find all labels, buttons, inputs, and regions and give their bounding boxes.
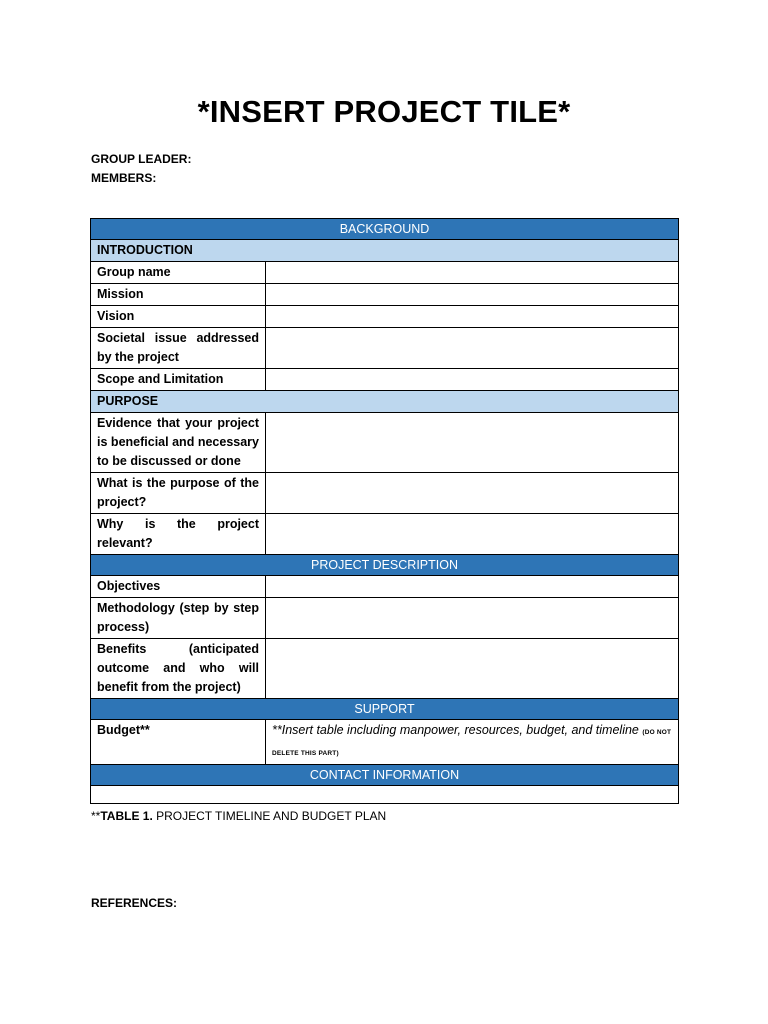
table-row [91,369,679,391]
row-label-methodology: Methodology (step by step process) [91,598,266,639]
group-name-field[interactable] [266,262,679,284]
row-label-evidence: Evidence that your project is beneficial and necessary to be discussed or done [91,413,266,473]
project-description-header: PROJECT DESCRIPTION [91,555,679,576]
mission-field[interactable] [266,284,679,306]
row-label-vision: Vision [91,306,266,328]
purpose-header: PURPOSE [91,391,679,413]
page-title: *INSERT PROJECT TILE* [197,94,571,129]
methodology-field[interactable] [266,598,679,639]
contact-field[interactable] [91,786,679,804]
caption-prefix: ** [91,809,101,823]
table-row [91,262,679,284]
support-header: SUPPORT [91,699,679,720]
table-row [91,514,679,555]
row-label-mission: Mission [91,284,266,306]
table-row [91,413,679,473]
benefits-field[interactable] [266,639,679,699]
budget-field[interactable] [266,720,679,765]
table-row [91,306,679,328]
caption-bold: TABLE 1. [100,809,153,823]
members-label: MEMBERS: [91,171,157,185]
table-caption [91,809,386,823]
row-label-objectives: Objectives [91,576,266,598]
background-header: BACKGROUND [91,219,679,240]
row-label-budget: Budget** [91,720,266,765]
table-row [91,639,679,699]
introduction-header: INTRODUCTION [91,240,679,262]
introduction-header-row [91,240,679,262]
purpose-field[interactable] [266,473,679,514]
table-row [91,720,679,765]
project-description-header-row [91,555,679,576]
relevance-field[interactable] [266,514,679,555]
contact-header-row [91,765,679,786]
contact-row [91,786,679,804]
row-label-group-name: Group name [91,262,266,284]
references-label: REFERENCES: [91,896,178,910]
row-label-purpose: What is the purpose of the project? [91,473,266,514]
background-header-row [91,219,679,240]
row-label-relevance: Why is the project relevant? [91,514,266,555]
table-row [91,328,679,369]
table-row [91,473,679,514]
societal-issue-field[interactable] [266,328,679,369]
table-row [91,284,679,306]
contact-header: CONTACT INFORMATION [91,765,679,786]
row-label-scope: Scope and Limitation [91,369,266,391]
scope-field[interactable] [266,369,679,391]
row-label-benefits: Benefits (anticipated outcome and who will benefit from the project) [91,639,266,699]
table-row [91,598,679,639]
budget-note: **Insert table including manpower, resources, budget, and timeline [272,723,639,737]
purpose-header-row [91,391,679,413]
vision-field[interactable] [266,306,679,328]
caption-text: PROJECT TIMELINE AND BUDGET PLAN [152,809,387,823]
proposal-table [90,218,679,804]
table-row [91,576,679,598]
budget-note-small: (DO NOT DELETE THIS PART) [272,729,672,757]
objectives-field[interactable] [266,576,679,598]
group-leader-label: GROUP LEADER: [91,152,192,166]
evidence-field[interactable] [266,413,679,473]
support-header-row [91,699,679,720]
row-label-societal-issue: Societal issue addressed by the project [91,328,266,369]
